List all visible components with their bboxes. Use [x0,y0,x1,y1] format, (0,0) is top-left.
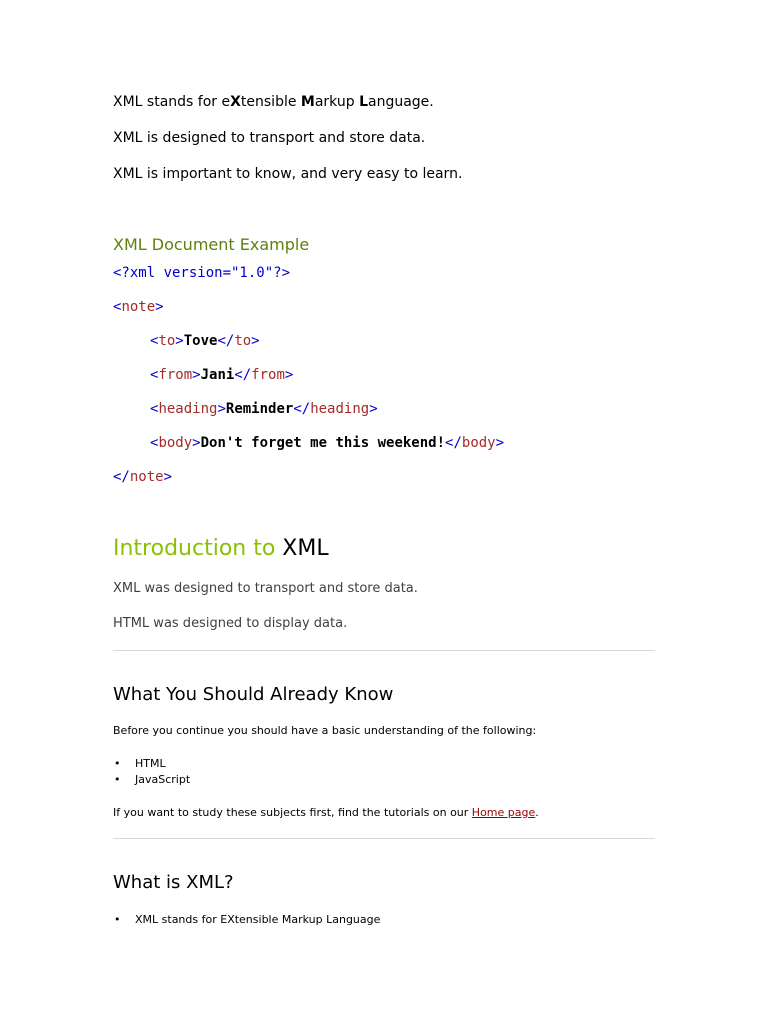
intro-line-2: XML is designed to transport and store data. [113,130,426,146]
bullet-icon: • [114,913,121,926]
example-heading: XML Document Example [113,235,310,254]
list-item: • HTML [114,757,166,770]
introduction-line-1: XML was designed to transport and store data. [113,581,418,596]
home-page-link[interactable]: Home page [471,806,536,819]
should-know-footer: If you want to study these subjects first, find the tutorials on our Home page. [113,806,539,819]
list-item: • JavaScript [114,773,191,786]
introduction-heading: Introduction to XML [113,536,329,561]
xml-root-close: </note> [113,469,173,485]
intro-line-1: XML stands for eXtensible Markup Language. [113,94,434,110]
xml-root-open: <note> [113,299,164,315]
xml-child-line: <body>Don't forget me this weekend!</body> [150,435,505,451]
xml-child-line: <from>Jani</from> [150,367,294,383]
list-item: • XML stands for EXtensible Markup Language [114,913,381,926]
should-know-text: Before you continue you should have a basic understanding of the following: [113,724,537,737]
bullet-icon: • [114,757,121,770]
should-know-heading: What You Should Already Know [113,684,394,705]
section-divider [113,838,655,839]
section-divider [113,650,655,651]
xml-child-line: <heading>Reminder</heading> [150,401,378,417]
bullet-icon: • [114,773,121,786]
introduction-line-2: HTML was designed to display data. [113,616,348,631]
xml-declaration: <?xml version="1.0"?> [113,265,291,281]
what-is-heading: What is XML? [113,872,234,893]
intro-line-3: XML is important to know, and very easy to learn. [113,166,463,182]
xml-child-line: <to>Tove</to> [150,333,260,349]
